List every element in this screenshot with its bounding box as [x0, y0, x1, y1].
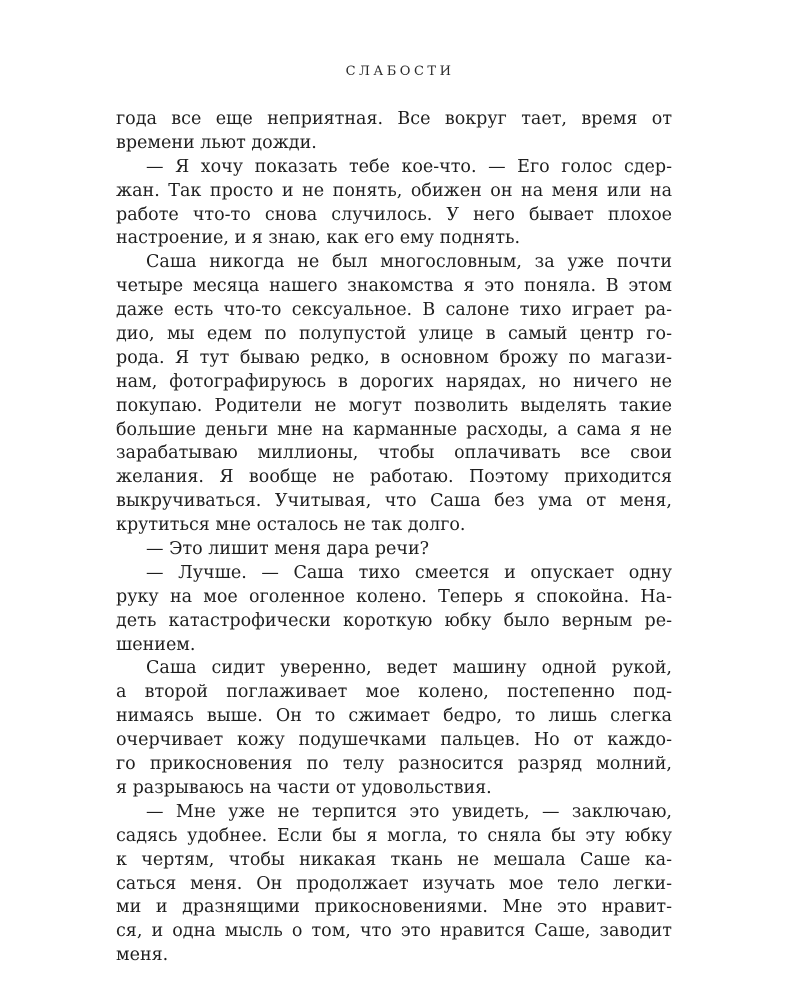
text-line: меня.: [116, 945, 169, 966]
paragraph: [116, 251, 672, 538]
text-line: ми и дразнящими прикосновениями. Мне это нравит-: [116, 897, 672, 918]
text-line: желания. Я вообще не работаю. Поэтому приходится: [116, 467, 672, 488]
text-line: крутиться мне осталось не так долго.: [116, 515, 466, 536]
text-line: деть катастрофически короткую юбку было верным ре-: [116, 610, 672, 631]
text-line: садясь удобнее. Если бы я могла, то сняла бы эту юбку: [116, 825, 672, 846]
paragraph: [116, 538, 672, 562]
text-line: шением.: [116, 634, 196, 655]
text-line: — Это лишит меня дара речи?: [146, 539, 430, 560]
text-line: — Я хочу показать тебе кое-что. — Его голос сдер-: [146, 156, 672, 177]
text-line: дио, мы едем по полупустой улице в самый центр го-: [116, 324, 672, 345]
text-line: четыре месяца нашего знакомства я это поняла. В этом: [116, 276, 672, 297]
body-text: [116, 108, 672, 968]
running-head: СЛАБОСТИ: [345, 64, 455, 79]
text-line: к чертям, чтобы никакая ткань не мешала Саше ка-: [116, 849, 672, 870]
text-line: нам, фотографируюсь в дорогих нарядах, но ничего не: [116, 371, 672, 392]
paragraph: [116, 108, 672, 156]
text-line: — Лучше. — Саша тихо смеется и опускает одну: [146, 562, 672, 583]
text-line: Саша никогда не был многословным, за уже почти: [146, 252, 672, 273]
text-line: го прикосновения по телу разносится разряд молний,: [116, 754, 672, 775]
paragraph: [116, 562, 672, 658]
text-line: Саша сидит уверенно, ведет машину одной рукой,: [146, 658, 672, 679]
paragraph: [116, 156, 672, 252]
text-line: — Мне уже не терпится это увидеть, — заключаю,: [146, 801, 672, 822]
text-line: года все еще неприятная. Все вокруг тает, время от: [116, 109, 672, 129]
text-line: выкручиваться. Учитывая, что Саша без ума от меня,: [116, 491, 672, 512]
text-line: рода. Я тут бываю редко, в основном брожу по магази-: [116, 347, 672, 368]
text-line: большие деньги мне на карманные расходы, а сама я не: [116, 419, 672, 440]
text-line: настроение, и я знаю, как его ему поднять.: [116, 228, 521, 249]
text-line: нимаясь выше. Он то сжимает бедро, то лишь слегка: [116, 706, 672, 727]
text-line: саться меня. Он продолжает изучать мое тело легки-: [116, 873, 672, 894]
text-line: жан. Так просто и не понять, обижен он на меня или на: [116, 180, 672, 201]
text-line: работе что-то снова случилось. У него бывает плохое: [116, 204, 672, 225]
text-line: очерчивает кожу подушечками пальцев. Но от каждо-: [116, 730, 672, 751]
text-line: покупаю. Родители не могут позволить выделять такие: [116, 395, 672, 416]
text-line: даже есть что-то сексуальное. В салоне тихо играет ра-: [116, 300, 672, 321]
paragraph: [116, 801, 672, 968]
text-line: руку на мое оголенное колено. Теперь я спокойна. На-: [116, 586, 672, 607]
paragraph: [116, 657, 672, 800]
text-line: а второй поглаживает мое колено, постепенно под-: [116, 682, 672, 703]
text-line: ся, и одна мысль о том, что это нравится Саше, заводит: [116, 921, 672, 942]
text-line: зарабатываю миллионы, чтобы оплачивать все свои: [116, 443, 672, 464]
text-line: времени льют дожди.: [116, 132, 317, 153]
text-line: я разрываюсь на части от удовольствия.: [116, 777, 492, 798]
